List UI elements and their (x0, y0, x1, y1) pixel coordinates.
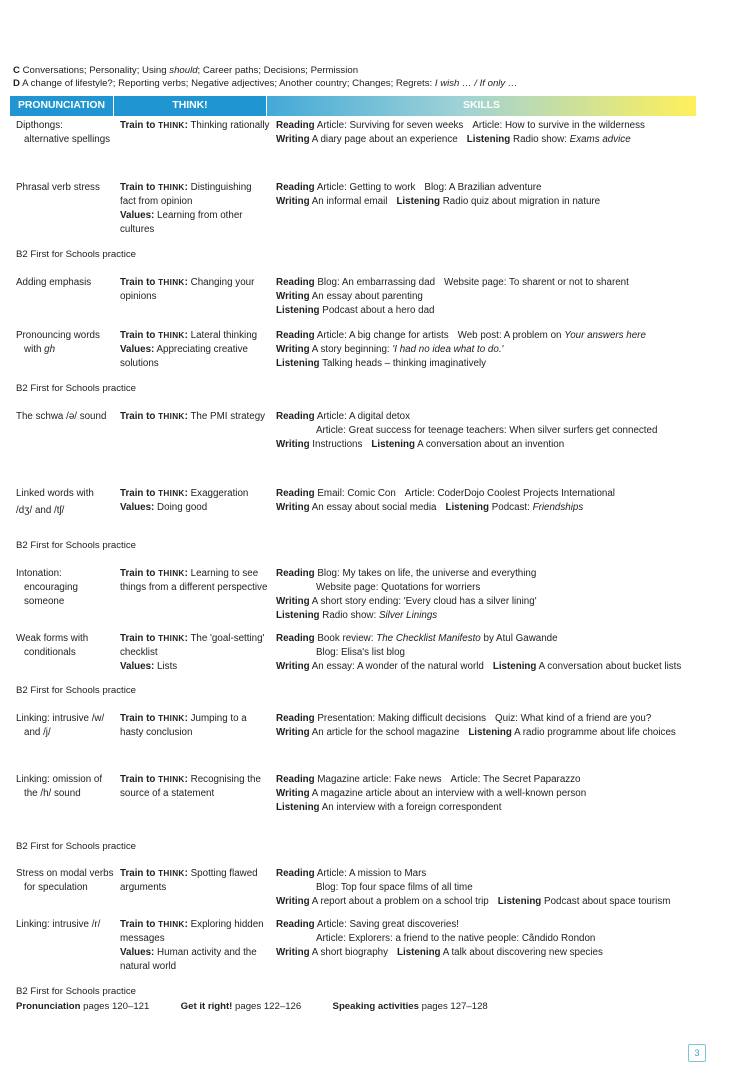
think-cell: Train to THINK: Changing your opinions (120, 277, 255, 302)
think-cell: Train to THINK: Recognising the source of a statement (120, 774, 261, 799)
header-skills: SKILLS (267, 96, 696, 116)
footer-references: Pronunciation pages 120–121 Get it right! pages 122–126 Speaking activities pages 127–128 (16, 1001, 488, 1012)
unit-c-summary: C Conversations; Personality; Using should; Career paths; Decisions; Permission (13, 65, 359, 76)
practice-label: B2 First for Schools practice (16, 841, 136, 852)
pronunciation-cell: Dipthongs: alternative spellings (16, 120, 111, 145)
skills-cell: Reading Article: Getting to work Blog: A Brazilian adventure Writing An informal email Listening Radio quiz about migration in nature (276, 182, 601, 207)
think-cell: Train to THINK: Exaggeration Values: Doing good (120, 488, 249, 513)
think-cell: Train to THINK: Distinguishing fact from opinion Values: Learning from other cultures (120, 182, 252, 235)
pronunciation-cell: Linking: omission of the /h/ sound (16, 774, 103, 799)
skills-cell: Reading Blog: My takes on life, the universe and everything Website page: Quotations for worriers Writing A short story ending: 'Every cloud has a silver lining' Listening Radio show: Silver Linings (276, 568, 537, 621)
practice-label: B2 First for Schools practice (16, 249, 136, 260)
think-cell: Train to THINK: Spotting flawed arguments (120, 868, 258, 893)
think-cell: Train to THINK: Jumping to a hasty conclusion (120, 713, 247, 738)
think-cell: Train to THINK: Learning to see things from a different perspective (120, 568, 268, 593)
skills-cell: Reading Article: Saving great discoveries! Article: Explorers: a friend to the native people: Cândido Rondon Writing A short biography Listening A talk about discovering new species (276, 919, 603, 958)
pronunciation-cell: Adding emphasis (16, 277, 92, 288)
unit-summary (13, 64, 713, 90)
table-header (10, 96, 696, 116)
think-cell: Train to THINK: The 'goal-setting' checklist Values: Lists (120, 633, 265, 672)
skills-cell: Reading Article: A digital detox Article: Great success for teenage teachers: When silver surfers get connected Writing Instructions Listening A conversation about an invention (276, 411, 658, 450)
skills-cell: Reading Article: Surviving for seven weeks Article: How to survive in the wilderness Writing A diary page about an experience Listening Radio show: Exams advice (276, 120, 645, 145)
skills-cell: Reading Magazine article: Fake news Article: The Secret Paparazzo Writing A magazine article about an interview with a well-known person Listening An interview with a foreign correspondent (276, 774, 587, 813)
think-cell: Train to THINK: Thinking rationally (120, 120, 270, 131)
practice-label: B2 First for Schools practice (16, 986, 136, 997)
skills-cell: Reading Article: A mission to Mars Blog: Top four space films of all time Writing A report about a problem on a school trip Listening Podcast about space tourism (276, 868, 671, 907)
think-cell: Train to THINK: Lateral thinking Values: Appreciating creative solutions (120, 330, 258, 369)
pronunciation-cell: Stress on modal verbs for speculation (16, 868, 114, 893)
practice-label: B2 First for Schools practice (16, 685, 136, 696)
practice-label: B2 First for Schools practice (16, 383, 136, 394)
skills-cell: Reading Email: Comic Con Article: CoderDojo Coolest Projects International Writing An essay about social media Listening Podcast: Friendships (276, 488, 615, 513)
pronunciation-cell: Phrasal verb stress (16, 182, 100, 193)
skills-cell: Reading Article: A big change for artists Web post: A problem on Your answers here Writing A story beginning: 'I had no idea what to do.' Listening Talking heads – thinking imaginatively (276, 330, 646, 369)
page-number: 3 (688, 1044, 706, 1062)
pronunciation-cell: Linked words with /dʒ/ and /tʃ/ (16, 488, 94, 516)
skills-cell: Reading Presentation: Making difficult decisions Quiz: What kind of a friend are you? Writing An article for the school magazine Listening A radio programme about life choices (276, 713, 676, 738)
unit-d-summary: D A change of lifestyle?; Reporting verbs; Negative adjectives; Another country; Changes; Regrets: I wish … / If only … (13, 78, 518, 89)
think-cell: Train to THINK: The PMI strategy (120, 411, 266, 422)
pronunciation-cell: Linking: intrusive /r/ (16, 919, 101, 930)
pronunciation-cell: Intonation: encouraging someone (16, 568, 78, 607)
skills-cell: Reading Blog: An embarrassing dad Website page: To sharent or not to sharent Writing An essay about parenting Listening Podcast about a hero dad (276, 277, 629, 316)
pronunciation-cell: Pronouncing words with gh (16, 330, 100, 355)
skills-cell: Reading Book review: The Checklist Manifesto by Atul Gawande Blog: Elisa's list blog Writing An essay: A wonder of the natural world Listening A conversation about bucket lists (276, 633, 682, 672)
pronunciation-cell: Weak forms with conditionals (16, 633, 89, 658)
practice-label: B2 First for Schools practice (16, 540, 136, 551)
pronunciation-cell: The schwa /ə/ sound (16, 411, 107, 422)
header-pronunciation: PRONUNCIATION (10, 96, 114, 116)
pronunciation-cell: Linking: intrusive /w/ and /j/ (16, 713, 105, 738)
header-think: THINK! (114, 96, 267, 116)
think-cell: Train to THINK: Exploring hidden messages Values: Human activity and the natural world (120, 919, 264, 972)
